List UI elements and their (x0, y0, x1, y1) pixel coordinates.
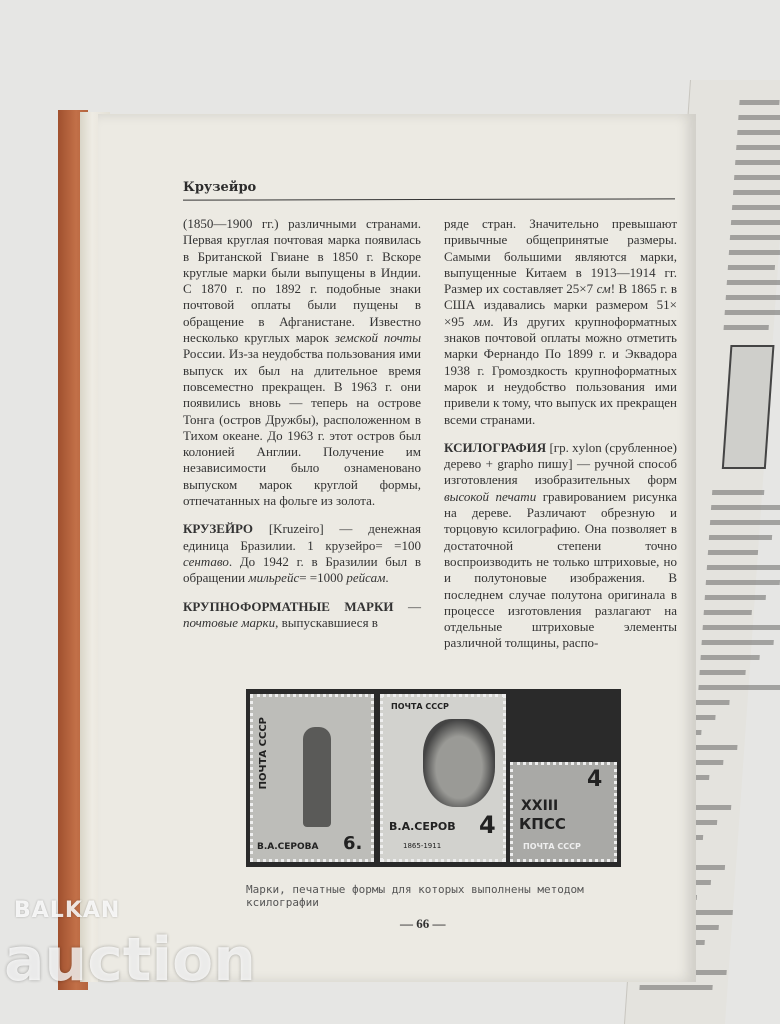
facing-page-text-line (710, 520, 780, 525)
facing-page-text-line (700, 655, 759, 660)
stamp-value: 4 (479, 811, 496, 839)
facing-page-text-line (725, 310, 780, 315)
facing-page-text-line (704, 610, 752, 615)
facing-page-text-line (726, 295, 780, 300)
stamp-value: 6. (343, 833, 363, 854)
italic-term: высокой печати (444, 488, 537, 504)
italic-term: почтовые марки (183, 614, 276, 630)
text-segment: гравированием рисунка на дереве. Различают обрезную и торцовую ксилографию. Она позволяет в достаточной степени точно воспроизводить не только штриховые, но и полутоновые изображения. В последнем случае полутона оригинала в процессе изготовления разлагают на отдельные штриховые элементы различной толщины, распо- (444, 488, 678, 651)
left-column (183, 216, 421, 643)
facing-page-text-line (698, 685, 780, 690)
watermark-line2: auction (4, 925, 256, 995)
facing-page-text-line (706, 580, 780, 585)
stamps-figure (246, 689, 621, 867)
watermark-line1: BALKAN (14, 898, 121, 923)
stamp-serov (380, 694, 506, 862)
facing-page-text-line (733, 190, 780, 195)
italic-term: см (596, 281, 611, 297)
facing-page-text-line (707, 565, 780, 570)
stamp-kpss (510, 762, 617, 862)
text-segment: . Из других крупноформатных знаков почтовой оплаты можно отметить марки Фернандо По 1899 г. и Эквадора 1938 г. Громоздкость крупноформатных марок и неудобство пользования ими привели к тому, что выпуск их прекращен всеми странами. (444, 313, 677, 427)
text-segment: [гр. xylon (срубленное) дерево + grapho пишу] — ручной способ изготовления изобразительных форм (444, 439, 677, 488)
paragraph (444, 440, 677, 652)
entry-headword: КРУЗЕЙРО (183, 521, 254, 537)
facing-page-text-line (727, 280, 780, 285)
text-segment: = =1000 (299, 570, 347, 586)
entry-headword: КСИЛОГРАФИЯ (444, 439, 547, 455)
italic-term: рейсам (346, 570, 386, 586)
stamp-country: ПОЧТА СССР (523, 842, 581, 851)
stamp-portrait (423, 719, 495, 807)
facing-page-text-line (709, 535, 772, 540)
text-segment: России. Из-за неудобства пользования ими выпуск их был на длительное время повсеместно прекращен. В 1963 г. они появились вновь — теперь на острове Тонга (остров Дружбы), расположенном в Тихом океане. До 1963 г. этот остров был колонией Англии. Получение им независимости было ознаменовано выпуском марок круглой формы, отпечатанных на фольге из золота. (183, 346, 421, 509)
stamp-portrait (303, 727, 331, 827)
paragraph (183, 521, 421, 586)
stamp-serova (250, 694, 374, 862)
text-segment: , выпускавшиеся в (275, 614, 378, 630)
entry-headword: КРУПНОФОРМАТНЫЕ МАРКИ (183, 598, 394, 614)
facing-page-text-line (737, 130, 780, 135)
facing-page-text-line (732, 205, 780, 210)
text-segment: [Kruzeiro] — денежная единица Бразилии. 1 крузейро= =100 (183, 521, 421, 553)
facing-page-text-line (728, 265, 775, 270)
stamp-name: В.А.СЕРОВА (257, 842, 319, 852)
text-segment: . (385, 570, 389, 586)
paragraph (183, 216, 421, 509)
facing-page-text-line (731, 220, 780, 225)
facing-page-text-line (730, 235, 780, 240)
stamp-value: 4 (587, 767, 603, 792)
facing-page-text-line (703, 625, 780, 630)
text-segment: — (393, 598, 421, 614)
facing-page-text-line (736, 145, 780, 150)
right-column (444, 216, 677, 664)
facing-page-text-line (712, 490, 764, 495)
facing-page-text-line (699, 670, 745, 675)
text-segment: ряде стран. Значительно превышают привычные общепринятые размеры. Самыми большими являются марки, выпущенные Китаем в 1913—1914 гг. Размер их составляет 25×7 (444, 216, 677, 297)
facing-page-text-line (739, 100, 779, 105)
text-segment: (1850—1900 гг.) различными странами. Первая круглая почтовая марка появилась в Британской Гвиане в 1850 г. Вскоре круглые марки были выпущены в Индии. С 1870 г. по 1892 г. подобные знаки почтовой оплаты были пущены в обращение в Афганистане. Известно несколько круглых марок (183, 216, 421, 346)
stamp-years: 1865-1911 (403, 842, 442, 850)
stamp-party: КПСС (519, 815, 566, 833)
facing-page-text-line (735, 160, 780, 165)
paragraph (183, 599, 421, 632)
paragraph (444, 216, 677, 428)
facing-page-text-line (738, 115, 780, 120)
facing-page-text-line (708, 550, 758, 555)
facing-page-illustration (722, 345, 775, 469)
facing-page-text-line (701, 640, 773, 645)
italic-term: сентаво (183, 553, 229, 569)
italic-term: земской почты (334, 330, 421, 346)
facing-page-text-line (705, 595, 766, 600)
facing-page-text-line (734, 175, 780, 180)
facing-page-text-line (639, 985, 712, 990)
stamp-country: ПОЧТА СССР (391, 702, 449, 711)
text-segment: ! В 1865 г. в США издавались марки размером 51× ×95 (444, 281, 677, 329)
facing-page-text-line (711, 505, 780, 510)
facing-page-text-line (724, 325, 769, 330)
figure-caption: Марки, печатные формы для которых выполнены методом ксилографии (246, 883, 584, 909)
stamp-name: В.А.СЕРОВ (389, 820, 456, 833)
text-segment: . До 1942 г. в Бразилии был в обращении (183, 553, 421, 586)
page-number: — 66 — (400, 916, 446, 931)
running-title: Крузейро (183, 180, 257, 195)
italic-term: мм (473, 313, 491, 329)
stamp-congress: XXIII (521, 798, 559, 814)
italic-term: мильрейс (248, 570, 300, 586)
stamp-country: ПОЧТА СССР (258, 717, 269, 790)
facing-page-text-line (729, 250, 780, 255)
